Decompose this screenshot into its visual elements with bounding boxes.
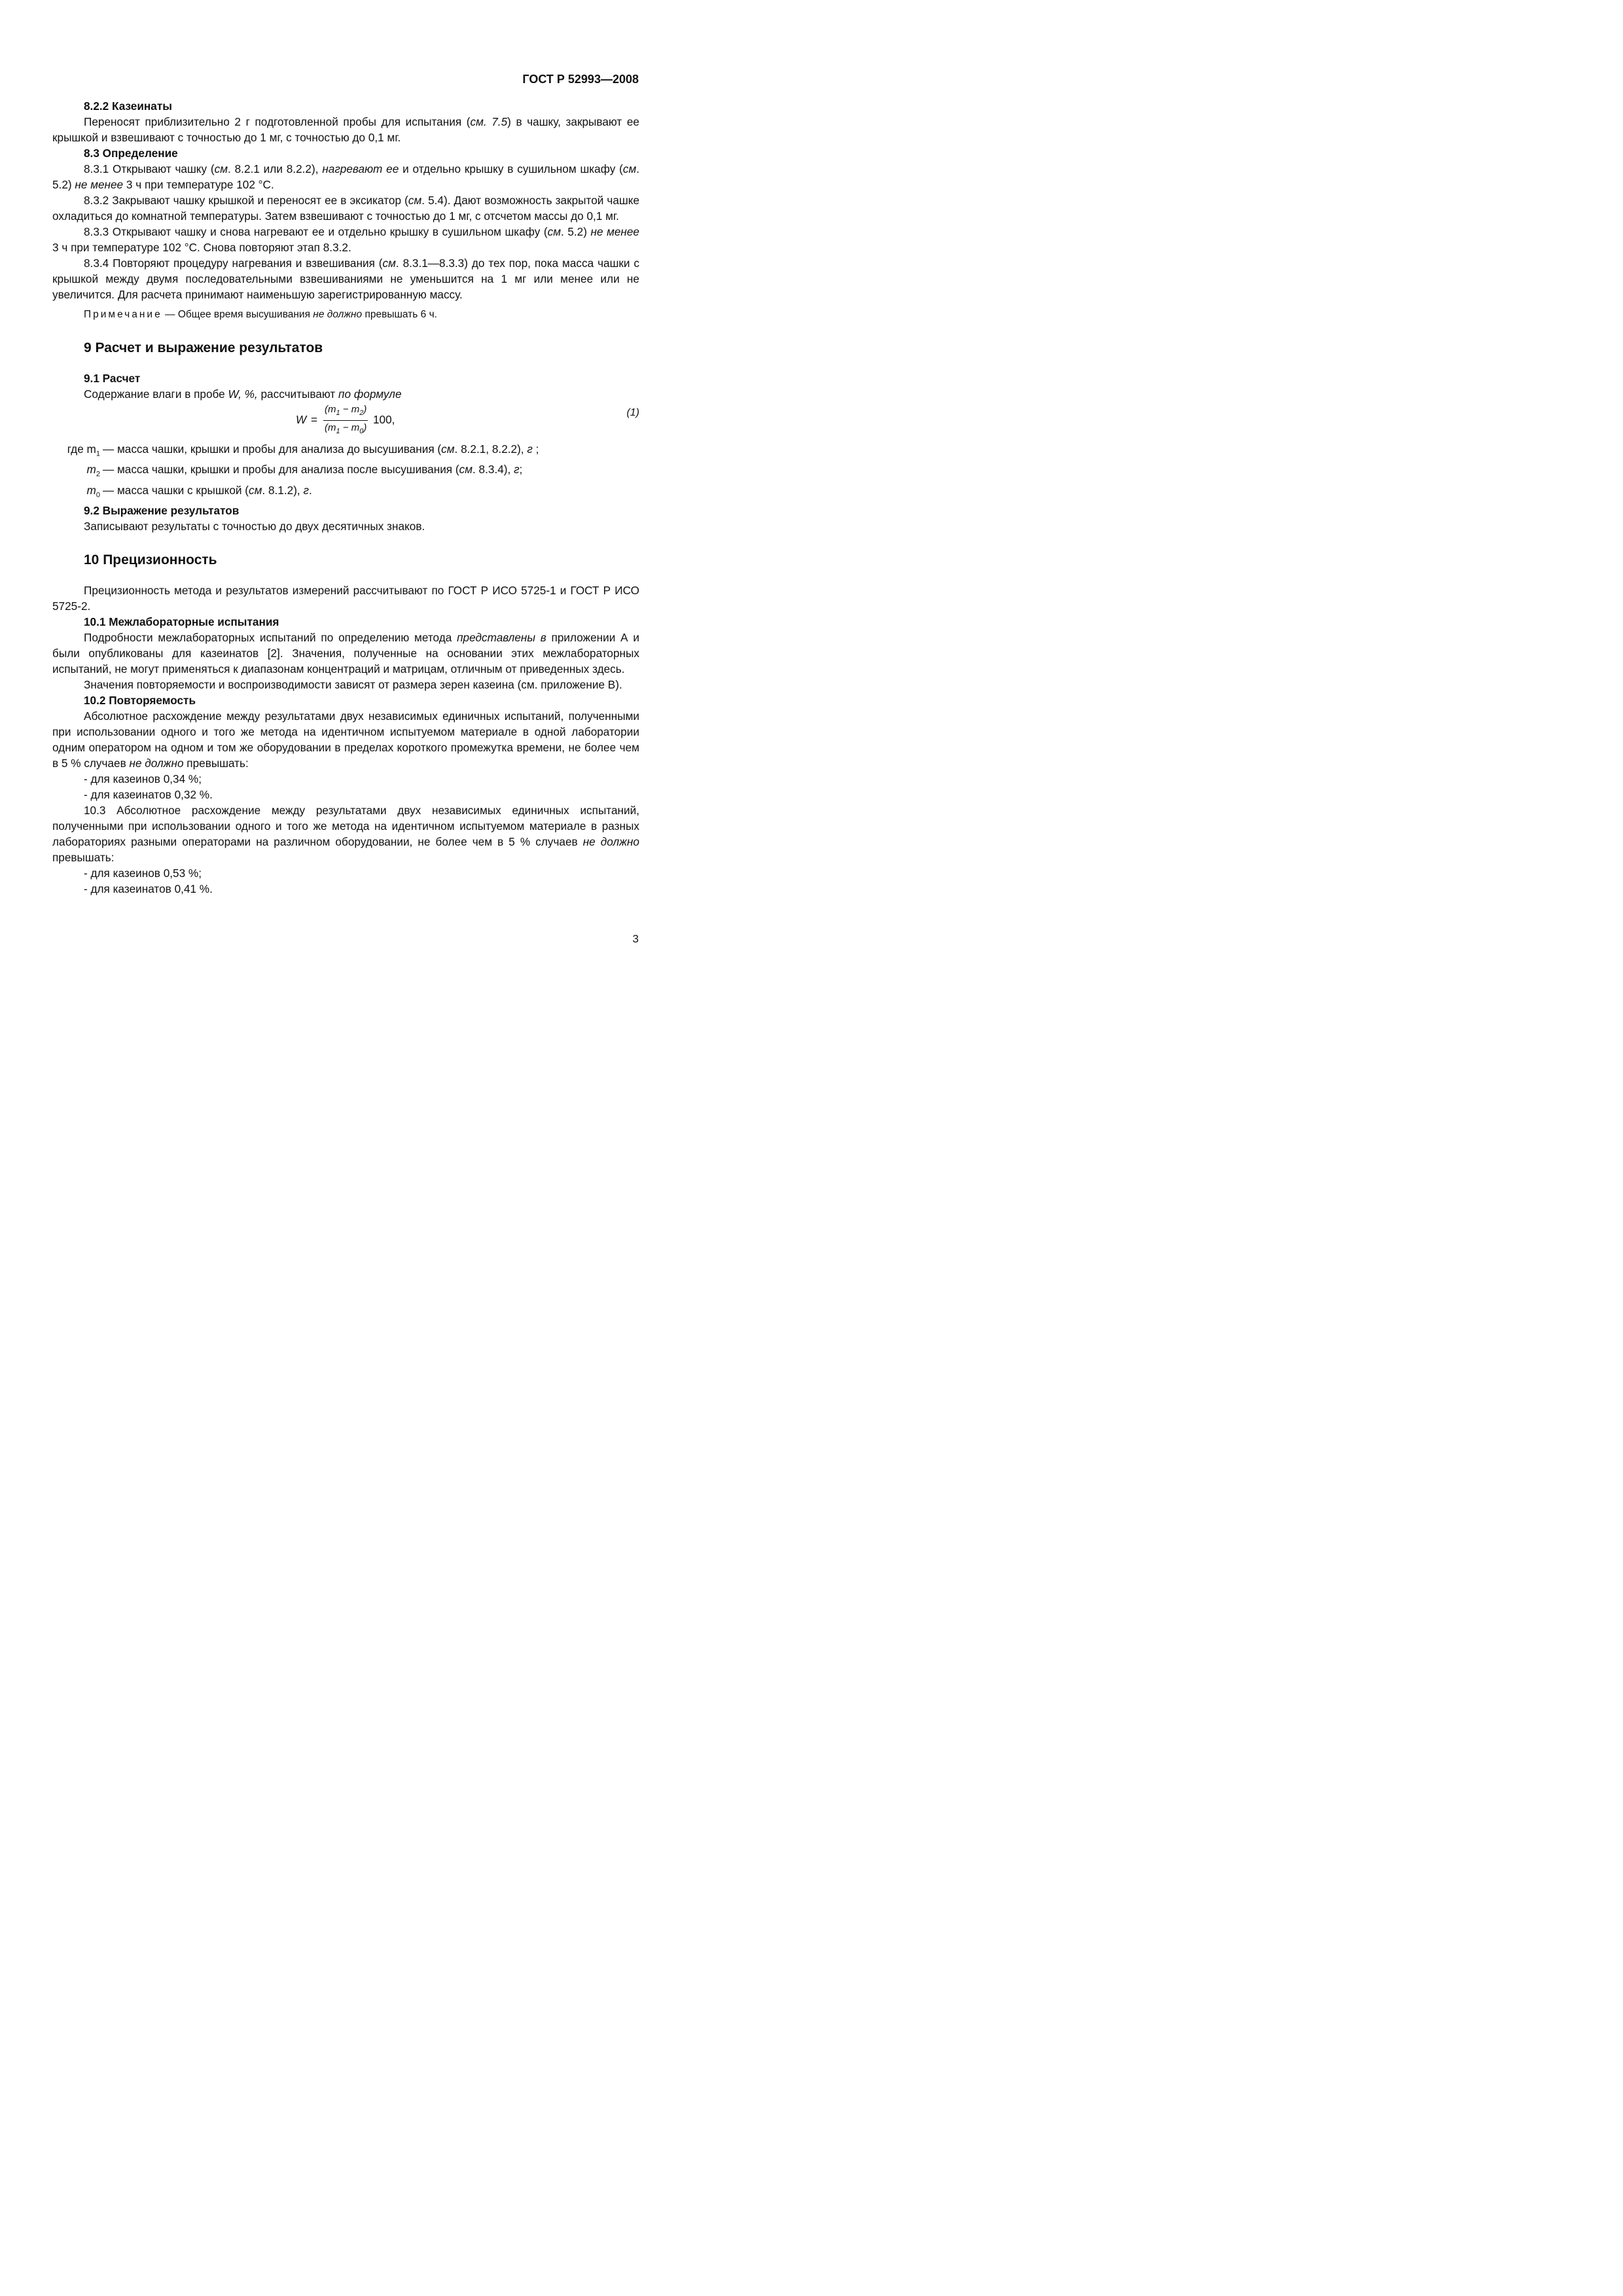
list-item: - для казеинов 0,53 %; bbox=[84, 867, 202, 880]
heading-8-2-2: 8.2.2 Казеинаты bbox=[84, 99, 172, 113]
list-item: - для казеинов 0,34 %; bbox=[84, 772, 202, 786]
heading-9-1: 9.1 Расчет bbox=[84, 372, 141, 385]
page-number: 3 bbox=[632, 933, 639, 945]
legend-row-m2: $m_2$ — масса чашки, крышки и пробы для анализа после высушивания (см. 8.3.4), г; bbox=[86, 463, 523, 478]
document-body bbox=[52, 98, 639, 897]
paragraph-9-2: Записывают результаты с точностью до двух десятичных знаков. bbox=[84, 520, 425, 533]
paragraph-8-3-1: 8.3.1 Открывают чашку (см. 8.2.1 или 8.2.2), нагревают ее и отдельно крышку в сушильном шкафу (см. 5.2) не менее 3 ч при температуре 102 °С. bbox=[52, 162, 640, 191]
heading-10-1: 10.1 Межлабораторные испытания bbox=[84, 615, 279, 629]
paragraph-8-3-4: 8.3.4 Повторяют процедуру нагревания и взвешивания (см. 8.3.1—8.3.3) до тех пор, пока масса чашки с крышкой между двумя последовательными взвешиваниями не уменьшится на 1 мг или менее или не увеличится. Для расчета принимают наименьшую зарегистрированную массу. bbox=[52, 257, 640, 301]
list-item: - для казеинатов 0,41 %. bbox=[84, 882, 213, 896]
paragraph-10-1-a: Подробности межлабораторных испытаний по определению метода представлены в приложении А и были опубликованы для казеинатов [2]. Значения, полученные на основании этих межлабораторных испытаний, не могут применяться к диапазонам концентраций и матрицам, отличным от приведенных здесь. bbox=[52, 631, 639, 676]
formula-number: (1) bbox=[626, 407, 639, 418]
formula-lhs: W bbox=[296, 413, 307, 426]
document-page bbox=[0, 0, 720, 1018]
paragraph-10-3: 10.3 Абсолютное расхождение между результатами двух независимых единичных испытаний, полученными при использовании одного и того же метода на идентичном испытуемом материале в разных лабораториях разными операторами на различном оборудовании, не более чем в 5 % случаев не должно превышать: bbox=[52, 804, 639, 865]
paragraph-9-1: Содержание влаги в пробе W, %, рассчитывают по формуле bbox=[84, 387, 402, 401]
heading-section-9: 9 Расчет и выражение результатов bbox=[84, 340, 323, 355]
document-header-id: ГОСТ Р 52993—2008 bbox=[522, 73, 639, 86]
legend-row-m1: где $m_1$ — масса чашки, крышки и пробы для анализа до высушивания (см. 8.2.1, 8.2.2), г ; bbox=[67, 442, 539, 458]
heading-section-10: 10 Прецизионность bbox=[84, 552, 217, 568]
formula-fraction bbox=[323, 403, 368, 438]
note-label: Примечание bbox=[84, 309, 162, 320]
formula-denominator: $(m_1 - m_0)$ bbox=[325, 422, 367, 435]
list-item: - для казеинатов 0,32 %. bbox=[84, 788, 213, 802]
paragraph-8-3-3: 8.3.3 Открывают чашку и снова нагревают ее и отдельно крышку в сушильном шкафу (см. 5.2) не менее 3 ч при температуре 102 °С. Снова повторяют этап 8.3.2. bbox=[52, 225, 639, 254]
note: Примечание — Общее время высушивания не должно превышать 6 ч. bbox=[84, 309, 437, 320]
paragraph-10-1-b: Значения повторяемости и воспроизводимости зависят от размера зерен казеина (см. приложение В). bbox=[84, 678, 622, 692]
formula-legend bbox=[52, 441, 639, 503]
formula-numerator: $(m_1 - m_2)$ bbox=[323, 403, 368, 421]
formula-1 bbox=[52, 403, 639, 436]
formula-equals: = bbox=[311, 413, 318, 426]
heading-9-2: 9.2 Выражение результатов bbox=[84, 504, 240, 518]
heading-8-3: 8.3 Определение bbox=[84, 147, 178, 160]
formula-multiplier: 100, bbox=[373, 413, 395, 426]
legend-row-m0: $m_0$ — масса чашки с крышкой (см. 8.1.2), г. bbox=[86, 483, 312, 499]
paragraph-8-3-2: 8.3.2 Закрывают чашку крышкой и переносят ее в эксикатор (см. 5.4). Дают возможность закрытой чашке охладиться до комнатной температуры. Затем взвешивают с точностью до 1 мг, с отсчетом массы до 0,1 мг. bbox=[52, 194, 640, 223]
paragraph-8-2-2: Переносят приблизительно 2 г подготовленной пробы для испытания (см. 7.5) в чашку, закрывают ее крышкой и взвешивают с точностью до 1 мг, с точностью до 0,1 мг. bbox=[52, 115, 639, 144]
paragraph-10-2: Абсолютное расхождение между результатами двух независимых единичных испытаний, полученными при использовании одного и того же метода на идентичном испытуемом материале в одной лаборатории одним оператором на одном и том же оборудовании в пределах короткого промежутка времени, не более чем в 5 % случаев не должно превышать: bbox=[52, 709, 639, 770]
paragraph-10-intro: Прецизионность метода и результатов измерений рассчитывают по ГОСТ Р ИСО 5725-1 и ГОСТ Р ИСО 5725-2. bbox=[52, 584, 639, 613]
heading-10-2: 10.2 Повторяемость bbox=[84, 694, 196, 708]
